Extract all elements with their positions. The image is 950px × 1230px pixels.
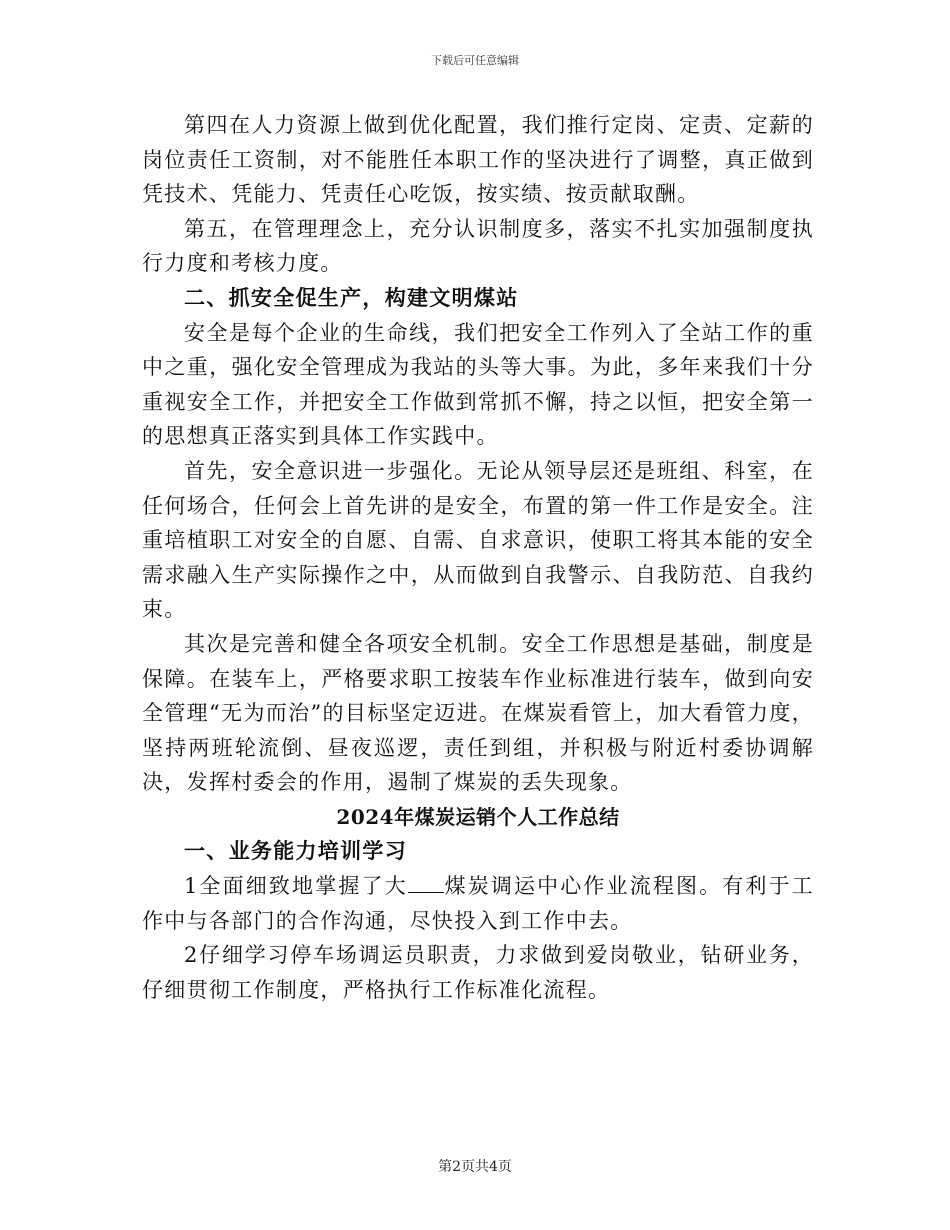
page-header: 下载后可任意编辑 (431, 54, 519, 67)
paragraph-safety-mechanism: 其次是完善和健全各项安全机制。安全工作思想是基础，制度是保障。在装车上，严格要求职工按装车作业标准进行装车，做到向安全管理“无为而治”的目标坚定迈进。在煤炭看管上，加大看管力度，坚持两班轮流倒、昼夜巡逻，责任到组，并积极与附近村委协调解决，发挥村委会的作用，遏制了煤炭的丢失现象。 (142, 631, 814, 795)
document-title: 2024年煤炭运销个人工作总结 (336, 804, 620, 829)
section-heading-training: 一、业务能力培训学习 (184, 838, 407, 864)
paragraph-workflow (142, 869, 814, 938)
paragraph-hr-allocation: 第四在人力资源上做到优化配置，我们推行定岗、定责、定薪的岗位责任工资制，对不能胜任本职工作的坚决进行了调整，真正做到凭技术、凭能力、凭责任心吃饭，按实绩、按贡献取酬。 (142, 113, 814, 207)
page-footer: 第2页共4页 (438, 1159, 512, 1175)
paragraph-duties: 2仔细学习停车场调运员职责，力求做到爱岗敬业，钻研业务，仔细贯彻工作制度，严格执行工作标准化流程。 (142, 943, 814, 1002)
document-body (142, 108, 814, 1007)
fill-blank (408, 872, 444, 893)
paragraph-safety-awareness: 首先，安全意识进一步强化。无论从领导层还是班组、科室，在任何场合，任何会上首先讲的是安全，布置的第一件工作是安全。注重培植职工对安全的自愿、自需、自求意识，使职工将其本能的安全需求融入生产实际操作之中，从而做到自我警示、自我防范、自我约束。 (142, 458, 814, 622)
section-heading-safety: 二、抓安全促生产，构建文明煤站 (184, 284, 519, 310)
paragraph-management-concept: 第五，在管理理念上，充分认识制度多，落实不扎实加强制度执行力度和考核力度。 (142, 216, 814, 276)
paragraph-workflow-part2: 煤炭调运中心作业流程图。有利于工作中与各部门的合作沟通，尽快投入到工作中去。 (142, 874, 814, 933)
paragraph-workflow-part1: 1全面细致地掌握了大 (184, 874, 408, 899)
paragraph-safety-lifeline: 安全是每个企业的生命线，我们把安全工作列入了全站工作的重中之重，强化安全管理成为我站的头等大事。为此，多年来我们十分重视安全工作，并把安全工作做到常抓不懈，持之以恒，把安全第一的思想真正落实到具体工作实践中。 (142, 320, 814, 449)
